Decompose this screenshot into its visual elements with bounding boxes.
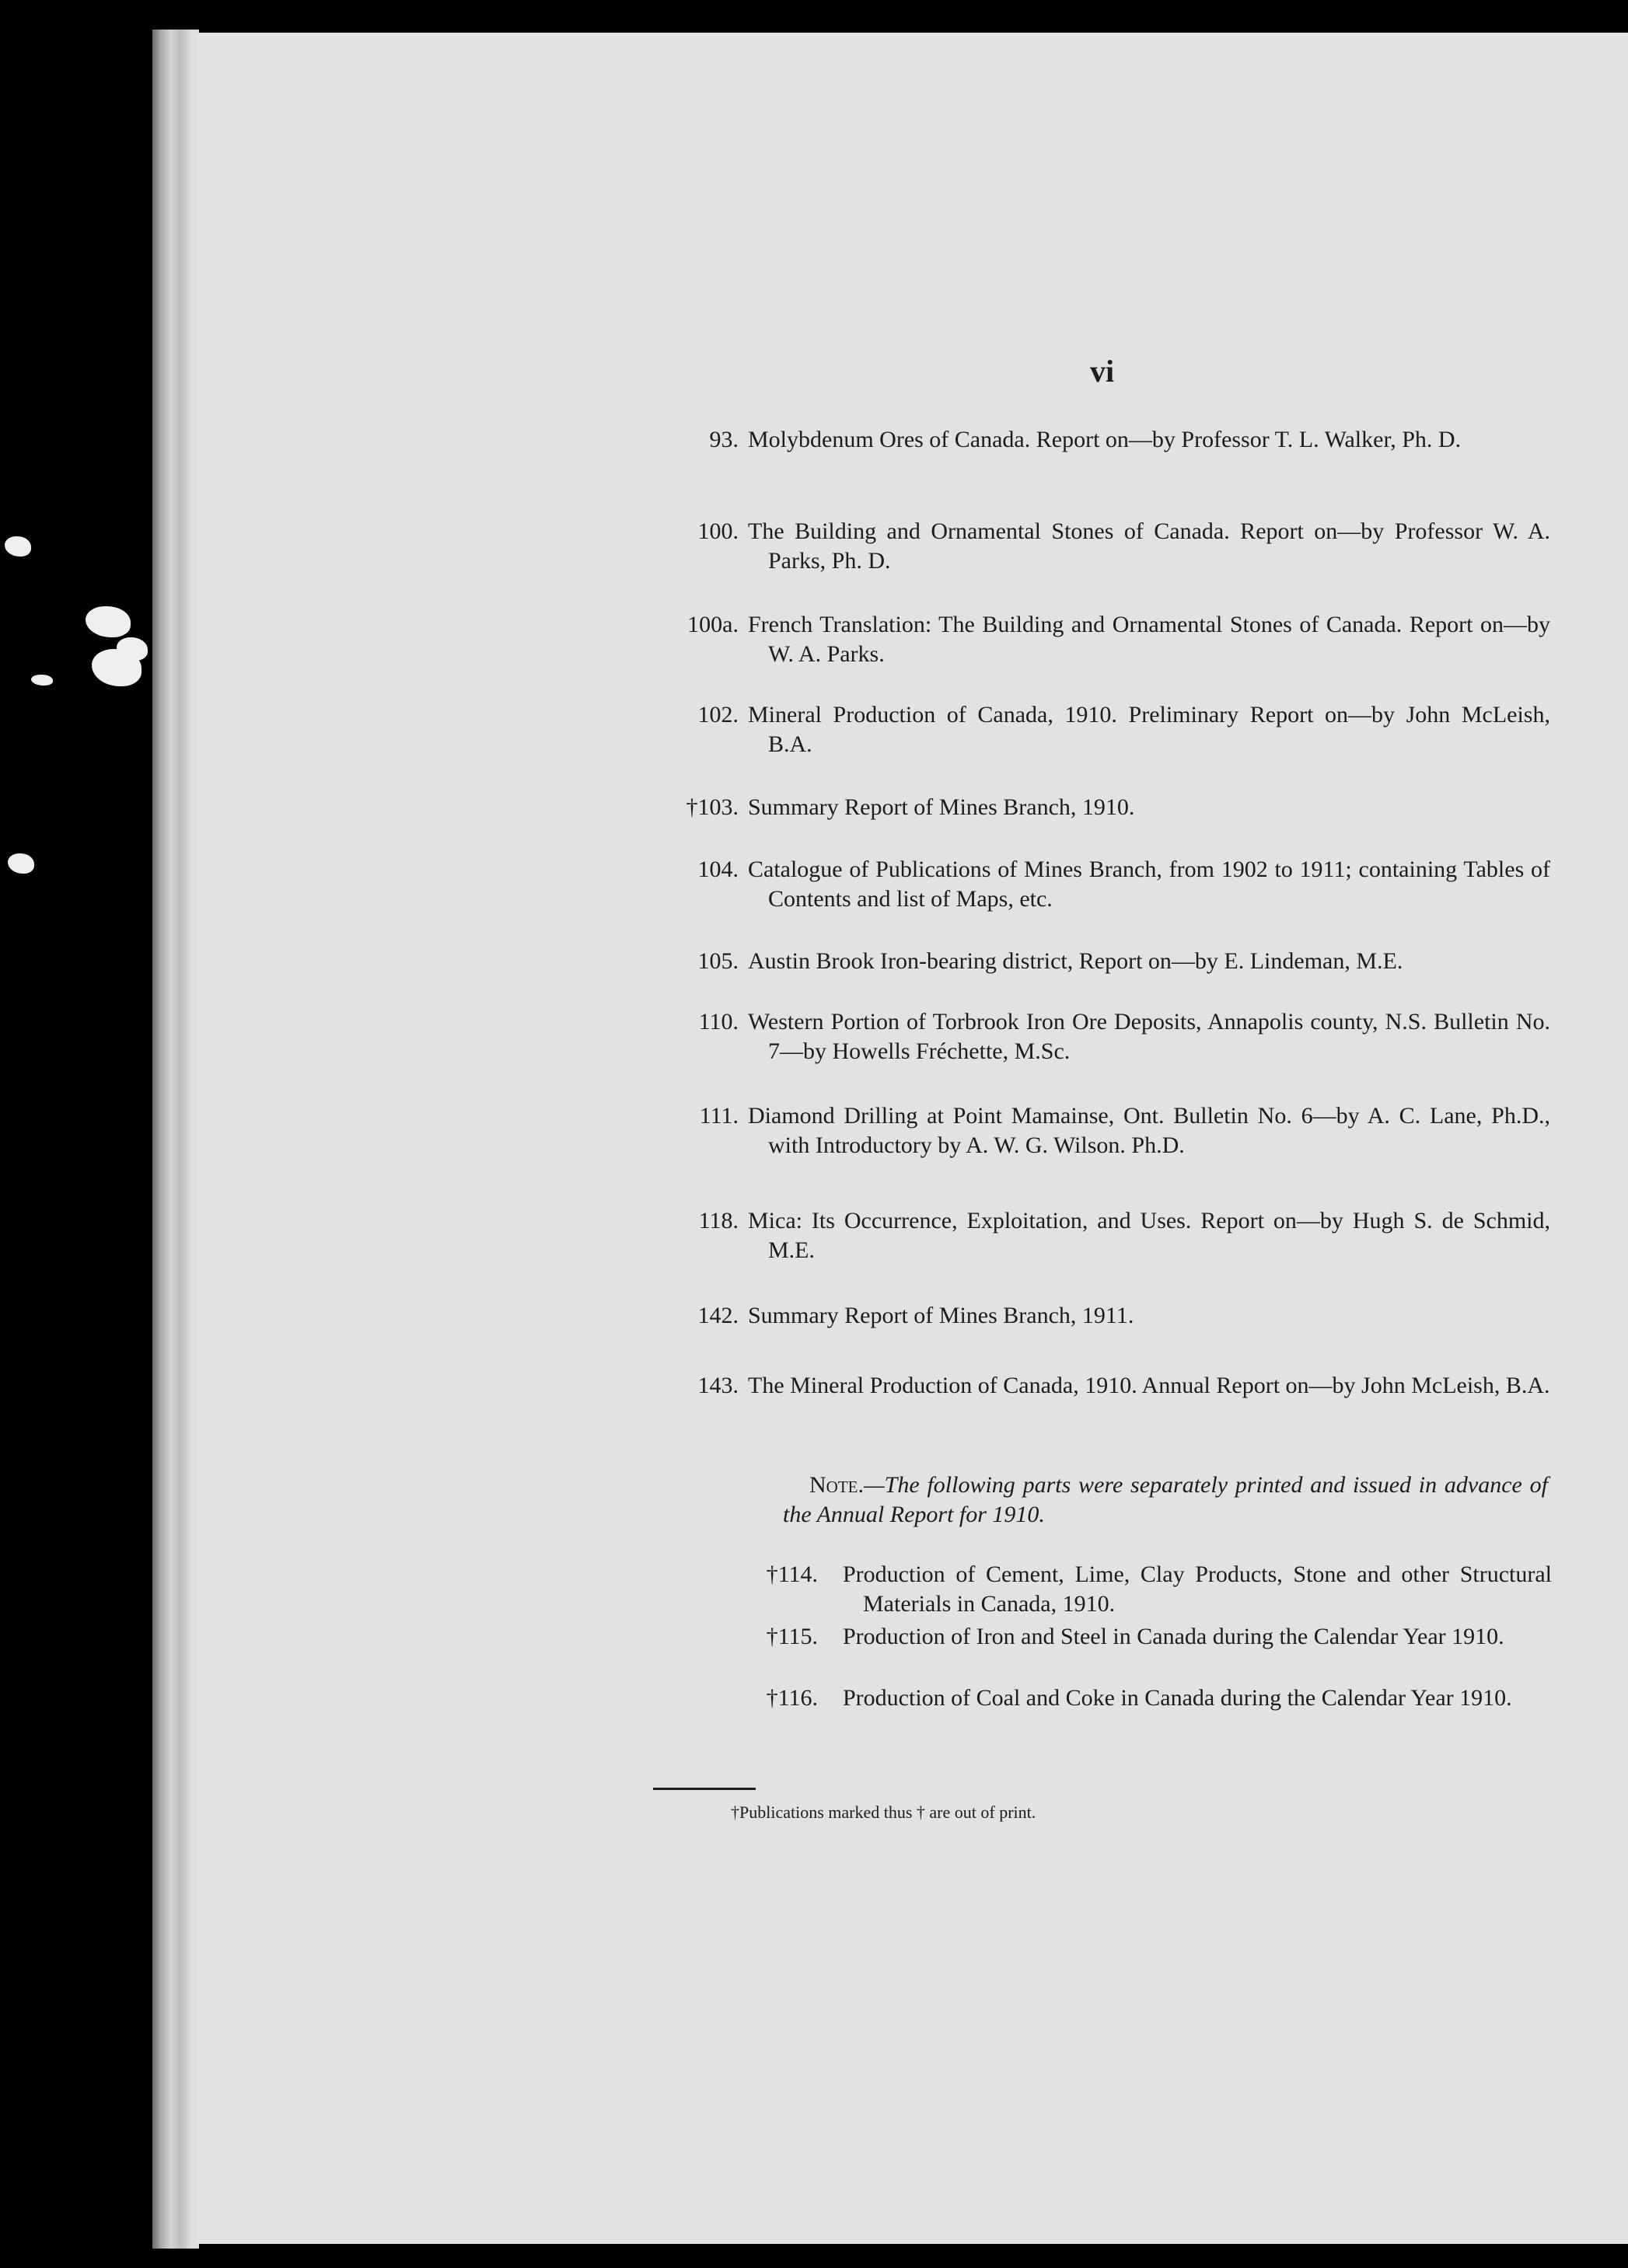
sub-entry-title: Production of Cement, Lime, Clay Products, Stone and other Structural Materials in Canada, 1910. xyxy=(843,1561,1552,1617)
advance-print-note xyxy=(783,1471,1548,1530)
list-item xyxy=(484,610,1550,669)
entry-title: Diamond Drilling at Point Mamainse, Ont. Bulletin No. 6—by A. C. Lane, Ph.D., with Introductory by A. W. G. Wilson. Ph.D. xyxy=(748,1103,1550,1158)
entry-number: 111. xyxy=(699,1103,739,1129)
entry-title: The Building and Ornamental Stones of Canada. Report on—by Professor W. A. Parks, Ph. D. xyxy=(748,518,1550,574)
entry-number: 143. xyxy=(697,1373,739,1398)
entry-title: Austin Brook Iron-bearing district, Report on—by E. Lindeman, M.E. xyxy=(748,948,1403,974)
scan-speck xyxy=(31,675,53,686)
entry-number: 142. xyxy=(697,1303,739,1328)
list-item xyxy=(484,1371,1550,1401)
entry-number: 104. xyxy=(697,857,739,882)
sub-entry-number: †115. xyxy=(766,1624,818,1649)
sub-list-item xyxy=(740,1684,1552,1713)
entry-title: Mica: Its Occurrence, Exploitation, and Uses. Report on—by Hugh S. de Schmid, M.E. xyxy=(748,1208,1550,1263)
list-item xyxy=(484,425,1550,455)
entry-title: Catalogue of Publications of Mines Branch, from 1902 to 1911; containing Tables of Contents and list of Maps, etc. xyxy=(748,857,1550,912)
entry-number: 100a. xyxy=(687,612,739,637)
sub-entry-title: Production of Iron and Steel in Canada during the Calendar Year 1910. xyxy=(843,1624,1504,1649)
entry-title: Molybdenum Ores of Canada. Report on—by Professor T. L. Walker, Ph. D. xyxy=(748,427,1462,452)
entry-title: Western Portion of Torbrook Iron Ore Deposits, Annapolis county, N.S. Bulletin No. 7—by Howells Fréchette, M.Sc. xyxy=(748,1009,1550,1064)
document-page xyxy=(196,33,1628,2244)
entry-number: †103. xyxy=(686,794,739,820)
list-item xyxy=(484,855,1550,914)
list-item xyxy=(484,1007,1550,1066)
list-item xyxy=(484,700,1550,759)
page-content xyxy=(196,33,1628,2244)
sub-entry-number: †114. xyxy=(766,1561,818,1587)
footnote: †Publications marked thus † are out of print. xyxy=(731,1802,1036,1822)
entry-number: 93. xyxy=(709,427,739,452)
entry-title: The Mineral Production of Canada, 1910. Annual Report on—by John McLeish, B.A. xyxy=(748,1373,1550,1398)
entry-number: 118. xyxy=(698,1208,739,1233)
entry-number: 105. xyxy=(697,948,739,974)
entry-title: Summary Report of Mines Branch, 1911. xyxy=(748,1303,1134,1328)
entry-title: French Translation: The Building and Ornamental Stones of Canada. Report on—by W. A. Parks. xyxy=(748,612,1550,667)
footnote-rule xyxy=(653,1788,756,1790)
entry-number: 100. xyxy=(697,518,739,544)
book-spine-edge xyxy=(152,30,199,2249)
scan-speck xyxy=(5,536,31,557)
sub-list-item xyxy=(740,1622,1552,1652)
note-label: Note. xyxy=(809,1472,864,1498)
list-item xyxy=(484,1101,1550,1160)
page-number: vi xyxy=(1090,354,1115,389)
entry-number: 110. xyxy=(698,1009,739,1035)
entry-title: Mineral Production of Canada, 1910. Preliminary Report on—by John McLeish, B.A. xyxy=(748,702,1550,757)
list-item xyxy=(484,793,1550,822)
sub-entry-title: Production of Coal and Coke in Canada during the Calendar Year 1910. xyxy=(843,1685,1512,1711)
sub-entry-number: †116. xyxy=(766,1685,818,1711)
list-item xyxy=(484,1206,1550,1265)
note-text: —The following parts were separately printed and issued in advance of the Annual Report for 1910. xyxy=(783,1472,1548,1527)
scan-speck xyxy=(86,606,131,637)
entry-number: 102. xyxy=(697,702,739,728)
list-item xyxy=(484,947,1550,976)
scan-speck xyxy=(8,853,34,874)
list-item xyxy=(484,1301,1550,1331)
sub-list-item xyxy=(740,1560,1552,1619)
list-item xyxy=(484,517,1550,576)
entry-title: Summary Report of Mines Branch, 1910. xyxy=(748,794,1135,820)
